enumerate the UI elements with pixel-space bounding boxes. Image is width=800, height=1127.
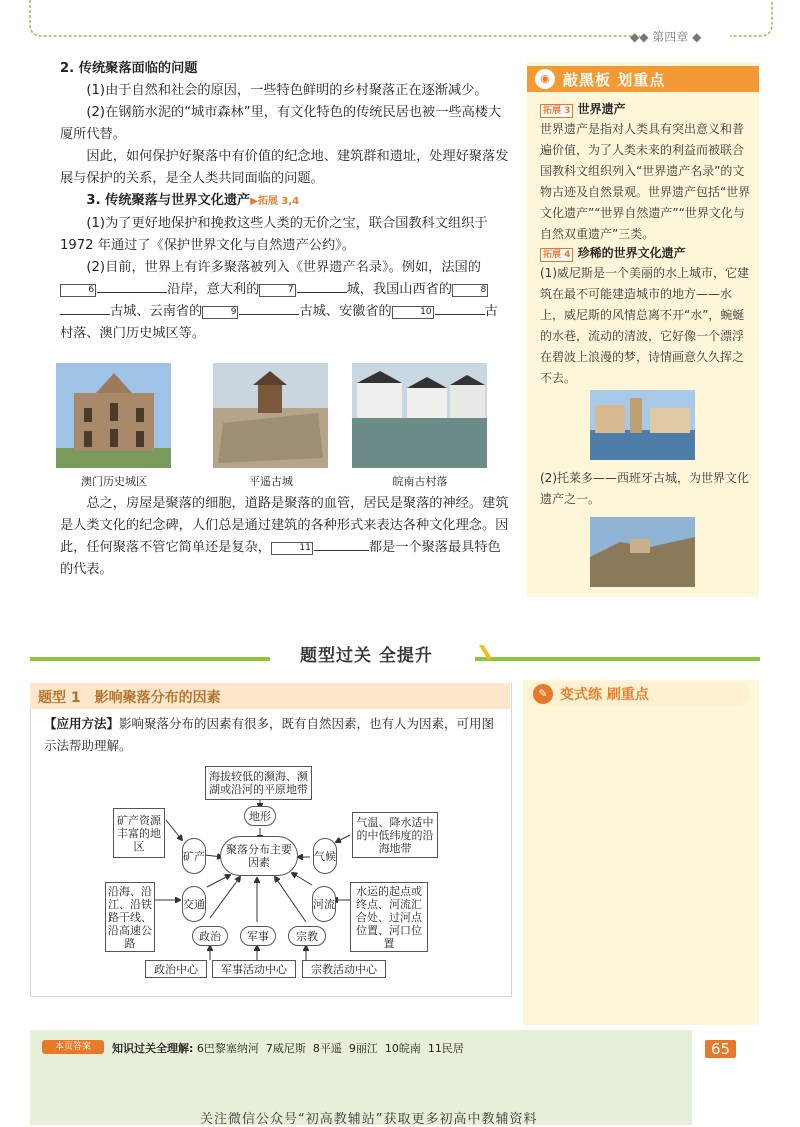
banner-title: 题型过关 全提升 bbox=[300, 646, 433, 666]
macau-caption: 澳门历史城区 bbox=[81, 475, 147, 488]
problem-type-title: 题型 1 影响聚落分布的因素 bbox=[38, 690, 221, 706]
ext3-title: 世界遗产 bbox=[577, 102, 626, 116]
summary-text bbox=[60, 493, 510, 581]
blank-number-10: 10 bbox=[392, 306, 434, 319]
terrain-description: 海拔较低的濒海、濒湖或沿河的平原地带 bbox=[205, 766, 312, 800]
wannan-photo bbox=[352, 363, 487, 468]
answers-badge: 本页答案 bbox=[42, 1040, 104, 1054]
answer-7: 7威尼斯 bbox=[265, 1042, 306, 1055]
bell-icon: ◉ bbox=[535, 69, 555, 89]
climate-node: 气候 bbox=[313, 838, 337, 874]
section3-t7: 城，我国山西省的 bbox=[346, 282, 453, 297]
center-factor-node: 聚落分布主要因素 bbox=[220, 836, 298, 876]
blank-number-9: 9 bbox=[202, 306, 238, 319]
ext3-text: 世界遗产是指对人类具有突出意义和普遍价值，为了人类未来的利益而被联合国教科文组织列入“世界遗产名录”的文物古迹及自然景观。世界遗产包括“世界文化遗产”“世界自然遗产”“世界文化与自然双重遗产”三类。 bbox=[540, 122, 751, 241]
summary-text-b: 都是一个聚落最具特色的代表。 bbox=[60, 540, 501, 577]
mineral-description: 矿产资源丰富的地区 bbox=[113, 808, 165, 858]
practice-panel bbox=[523, 680, 759, 1025]
blank-number-6: 6 bbox=[60, 284, 96, 297]
section3-t9: 古城、安徽省的 bbox=[299, 304, 392, 319]
section3-heading bbox=[60, 190, 510, 213]
practice-icon: ✎ bbox=[533, 684, 553, 704]
blank-7[interactable] bbox=[297, 292, 347, 293]
answers-line bbox=[112, 1040, 464, 1056]
military-center: 军事活动中心 bbox=[212, 960, 296, 978]
answer-9: 9丽江 bbox=[348, 1042, 378, 1055]
blank-10[interactable] bbox=[435, 314, 485, 315]
section2-p3: 因此，如何保护好聚落中有价值的纪念地、建筑群和遗址，处理好聚落发展与保护的关系，是全人类共同面临的问题。 bbox=[60, 149, 509, 186]
practice-title: 变式练 刷重点 bbox=[560, 687, 649, 703]
pingyao-photo bbox=[213, 363, 328, 468]
toledo-photo bbox=[590, 517, 695, 587]
pingyao-caption: 平遥古城 bbox=[249, 475, 293, 488]
river-description: 水运的起点或终点、河流汇合处、过河点位置、河口位置 bbox=[350, 882, 428, 952]
main-text bbox=[60, 58, 510, 345]
macau-photo bbox=[56, 363, 171, 468]
section3-t8: 古城、云南省的 bbox=[110, 304, 203, 319]
wannan-caption: 皖南古村落 bbox=[392, 475, 448, 488]
blank-number-11: 11 bbox=[271, 542, 313, 555]
blank-number-7: 7 bbox=[259, 284, 295, 297]
section3-t10: 古村落、澳门历史城区等。 bbox=[60, 304, 498, 341]
answer-8: 8平遥 bbox=[312, 1042, 342, 1055]
blank-9[interactable] bbox=[239, 314, 299, 315]
river-node: 河流 bbox=[312, 886, 336, 922]
method-label: 【应用方法】 bbox=[44, 716, 120, 731]
answer-10: 10皖南 bbox=[384, 1042, 421, 1055]
section3-p2-text: (2)目前，世界上有许多聚落被列入《世界遗产名录》。例如，法国的 bbox=[86, 260, 481, 275]
blank-11[interactable] bbox=[314, 550, 369, 551]
sidebar-title: 敲黑板 划重点 bbox=[563, 71, 666, 89]
politics-center: 政治中心 bbox=[145, 960, 207, 978]
religion-node: 宗教 bbox=[288, 926, 326, 946]
ext4-tag: 拓展 4 bbox=[540, 248, 573, 262]
section3-title: 3. 传统聚落与世界文化遗产 bbox=[86, 193, 251, 208]
section3-p1: (1)为了更好地保护和挽救这些人类的无价之宝，联合国教科文组织于 1972 年通过了《保护世界文化与自然遗产公约》。 bbox=[60, 216, 488, 253]
chapter-label: ◆◆ 第四章 ◆ bbox=[630, 30, 702, 44]
transport-description: 沿海、沿江、沿铁路干线、沿高速公路 bbox=[105, 882, 155, 952]
page-number: 65 bbox=[705, 1040, 736, 1058]
ext4-p2: (2)托莱多——西班牙古城，为世界文化遗产之一。 bbox=[540, 471, 749, 506]
answer-6: 6巴黎塞纳河 bbox=[196, 1042, 259, 1055]
answer-11: 11民居 bbox=[427, 1042, 464, 1055]
transport-node: 交通 bbox=[182, 886, 206, 922]
politics-node: 政治 bbox=[192, 926, 228, 946]
climate-description: 气温、降水适中的中低纬度的沿海地带 bbox=[352, 812, 438, 858]
blank-8[interactable] bbox=[60, 314, 110, 315]
method-text bbox=[44, 713, 499, 757]
section3-ext-tag: ▶拓展 3,4 bbox=[250, 196, 300, 207]
section3-p2 bbox=[60, 257, 510, 345]
method-body: 影响聚落分布的因素有很多，既有自然因素，也有人为因素，可用图示法帮助理解。 bbox=[44, 716, 495, 753]
terrain-node: 地形 bbox=[244, 806, 276, 826]
blank-6[interactable] bbox=[97, 292, 167, 293]
ext3-tag: 拓展 3 bbox=[540, 104, 573, 118]
blank-number-8: 8 bbox=[452, 284, 488, 297]
ext3-heading bbox=[540, 100, 626, 118]
ext4-title: 珍稀的世界文化遗产 bbox=[577, 246, 686, 260]
summary-text-a: 总之，房屋是聚落的细胞，道路是聚落的血管，居民是聚落的神经。建筑是人类文化的纪念碑，人们总是通过建筑的各种形式来表达各种文化理念。因此，任何聚落不管它简单还是复杂， bbox=[60, 496, 509, 555]
venice-photo bbox=[590, 390, 695, 460]
military-node: 军事 bbox=[240, 926, 276, 946]
section3-t6: 沿岸，意大利的 bbox=[167, 282, 260, 297]
summary-paragraph bbox=[60, 493, 510, 581]
section2-title: 2. 传统聚落面临的问题 bbox=[60, 61, 198, 76]
answers-label: 知识过关全理解: bbox=[112, 1042, 194, 1055]
ext4-heading bbox=[540, 244, 686, 262]
mineral-node: 矿产 bbox=[182, 838, 206, 874]
section2-p1: (1)由于自然和社会的原因，一些特色鲜明的乡村聚落正在逐渐减少。 bbox=[86, 83, 488, 98]
ext4-p1: (1)威尼斯是一个美丽的水上城市，它建筑在最不可能建造城市的地方——水上，威尼斯的风情总离不开“水”，蜿蜒的水巷，流动的清波，它好像一个漂浮在碧波上浪漫的梦，诗情画意久久挥之不去。 bbox=[540, 266, 749, 385]
footer-note: 关注微信公众号“初高教辅站”获取更多初高中教辅资料 bbox=[200, 1112, 538, 1127]
religion-center: 宗教活动中心 bbox=[302, 960, 386, 978]
section2-p2: (2)在钢筋水泥的“城市森林”里，有文化特色的传统民居也被一些高楼大厦所代替。 bbox=[60, 105, 502, 142]
